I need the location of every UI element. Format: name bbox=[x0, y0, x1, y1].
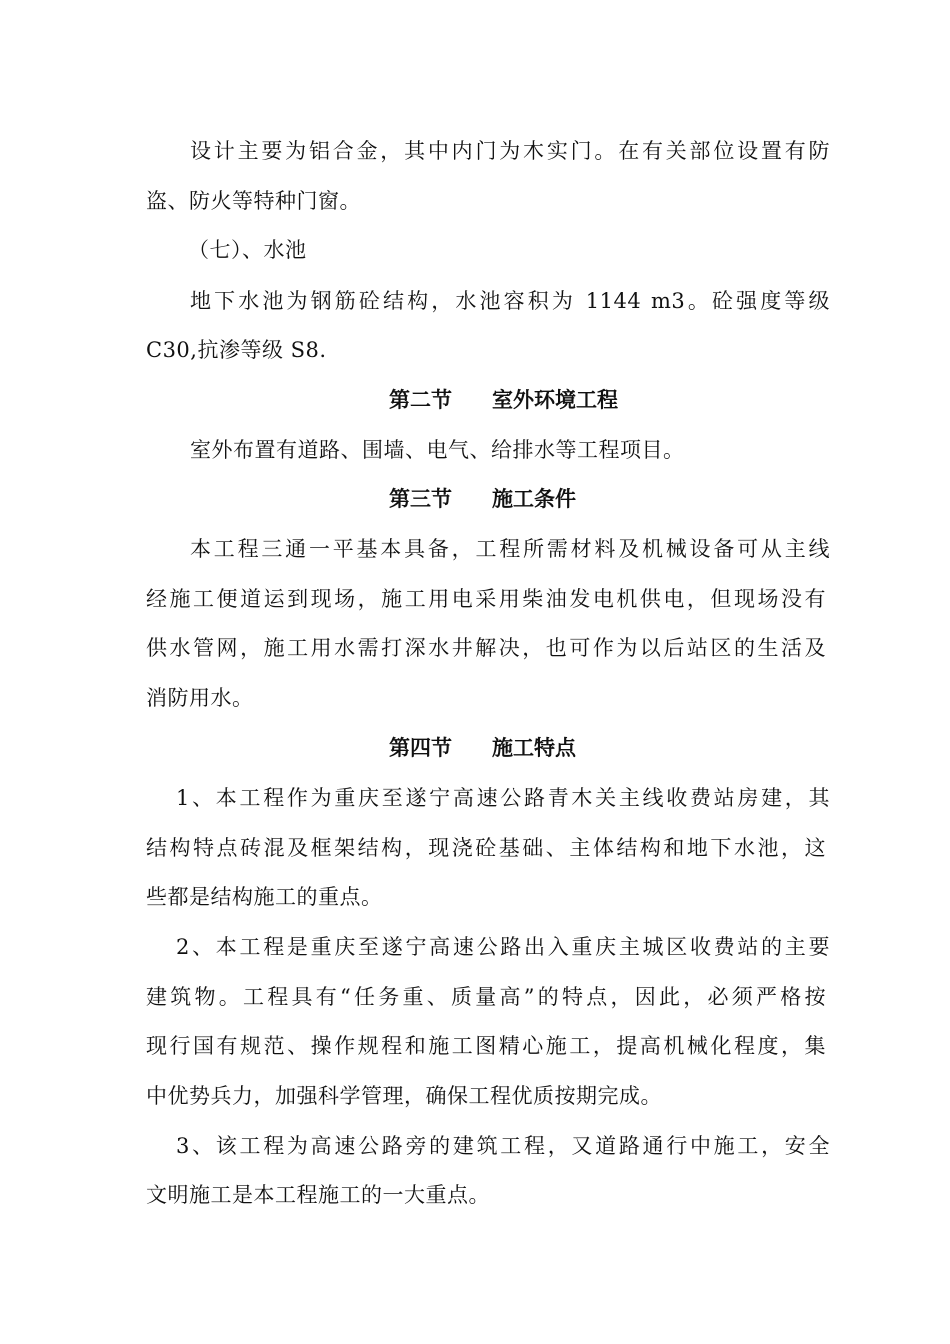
list-item-line: 现行国有规范、操作规程和施工图精心施工，提高机械化程度，集 bbox=[146, 1034, 826, 1058]
paragraph-line: 供水管网，施工用水需打深水井解决，也可作为以后站区的生活及 bbox=[146, 636, 826, 660]
list-item-line: 3、该工程为高速公路旁的建筑工程，又道路通行中施工，安全 bbox=[176, 1134, 830, 1158]
list-item-line: 2、本工程是重庆至遂宁高速公路出入重庆主城区收费站的主要 bbox=[176, 935, 830, 959]
paragraph-line: 本工程三通一平基本具备，工程所需材料及机械设备可从主线 bbox=[190, 537, 830, 561]
list-item-line: 建筑物。工程具有“任务重、质量高”的特点，因此，必须严格按 bbox=[146, 985, 826, 1009]
paragraph-line: 室外布置有道路、围墙、电气、给排水等工程项目。 bbox=[190, 438, 685, 462]
paragraph-line: 消防用水。 bbox=[146, 686, 254, 710]
list-item-line: 1、本工程作为重庆至遂宁高速公路青木关主线收费站房建，其 bbox=[176, 786, 830, 810]
list-item-line: 结构特点砖混及框架结构，现浇砼基础、主体结构和地下水池，这 bbox=[146, 836, 826, 860]
paragraph-line: 经施工便道运到现场，施工用电采用柴油发电机供电，但现场没有 bbox=[146, 587, 826, 611]
list-item-line: 些都是结构施工的重点。 bbox=[146, 885, 383, 909]
section-title: 施工条件 bbox=[492, 486, 576, 511]
list-item-line: 中优势兵力，加强科学管理，确保工程优质按期完成。 bbox=[146, 1084, 662, 1108]
subsection-heading: （七）、水池 bbox=[188, 238, 307, 262]
section-title: 施工特点 bbox=[492, 735, 576, 760]
section-number: 第四节 bbox=[389, 735, 452, 760]
paragraph-line: 设计主要为铝合金，其中内门为木实门。在有关部位设置有防 bbox=[190, 139, 830, 163]
section-number: 第三节 bbox=[389, 486, 452, 511]
paragraph-line: C30,抗渗等级 S8. bbox=[146, 338, 327, 362]
paragraph-line: 地下水池为钢筋砼结构，水池容积为 1144 m3。砼强度等级 bbox=[190, 289, 830, 313]
section-number: 第二节 bbox=[389, 387, 452, 412]
section-title: 室外环境工程 bbox=[492, 387, 618, 412]
list-item-line: 文明施工是本工程施工的一大重点。 bbox=[146, 1183, 490, 1207]
paragraph-line: 盗、防火等特种门窗。 bbox=[146, 189, 361, 213]
